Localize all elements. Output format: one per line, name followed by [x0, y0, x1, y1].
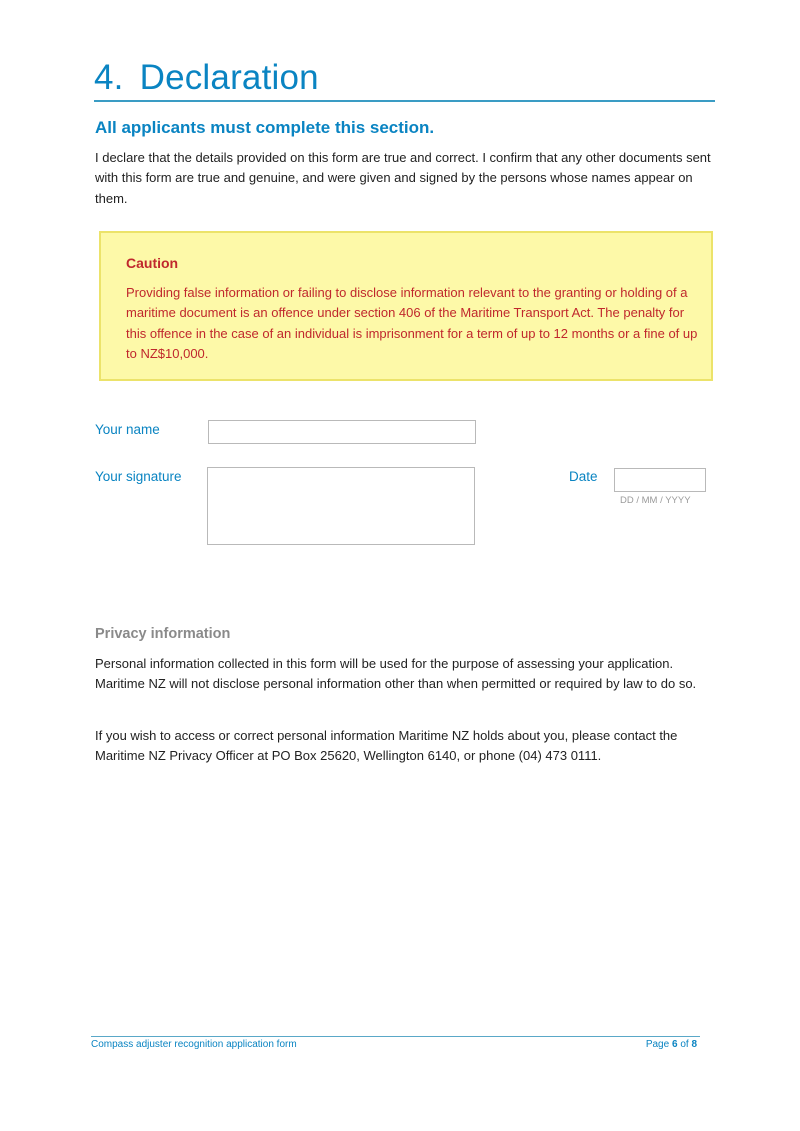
- caution-title: Caution: [126, 255, 179, 271]
- section-number: 4.: [94, 58, 124, 97]
- date-input[interactable]: [614, 468, 706, 492]
- name-label: Your name: [95, 422, 160, 437]
- page-of: of: [680, 1039, 689, 1050]
- declaration-text: I declare that the details provided on this form are true and correct. I confirm that any other documents sent with this form are true and genuine, and were given and signed by the persons whose names appear on them.: [95, 150, 711, 206]
- section-subtitle: All applicants must complete this section.: [95, 118, 435, 137]
- signature-field[interactable]: [207, 467, 475, 545]
- section-heading: [94, 58, 319, 98]
- date-format-hint: DD / MM / YYYY: [620, 495, 691, 506]
- page-current: 6: [671, 1039, 678, 1050]
- section-title: Declaration: [139, 58, 319, 97]
- name-input[interactable]: [208, 420, 476, 444]
- privacy-heading: Privacy information: [95, 626, 231, 642]
- footer-form-name: Compass adjuster recognition application form: [91, 1039, 297, 1050]
- heading-rule: [94, 100, 715, 102]
- caution-box: [99, 231, 713, 381]
- privacy-paragraph-1: Personal information collected in this form will be used for the purpose of assessing your application. Maritime NZ will not disclose personal information other than when permitted or required by law to do so.: [95, 656, 697, 692]
- date-label: Date: [569, 469, 598, 484]
- footer-rule: [91, 1036, 700, 1037]
- privacy-paragraph-2: If you wish to access or correct personal information Maritime NZ holds about you, please contact the Maritime NZ Privacy Officer at PO Box 25620, Wellington 6140, or phone (04) 473 0111.: [95, 728, 678, 764]
- page-total: 8: [691, 1039, 697, 1050]
- signature-label: Your signature: [95, 469, 182, 484]
- footer-page-number: [646, 1039, 697, 1050]
- page-prefix: Page: [645, 1039, 670, 1050]
- caution-text: Providing false information or failing to disclose information relevant to the granting or holding of a maritime document is an offence under section 406 of the Maritime Transport Act. The penalty for this offence in the case of an individual is imprisonment for a term of up to 12 months or a fine of up to NZ$10,000.: [126, 285, 698, 361]
